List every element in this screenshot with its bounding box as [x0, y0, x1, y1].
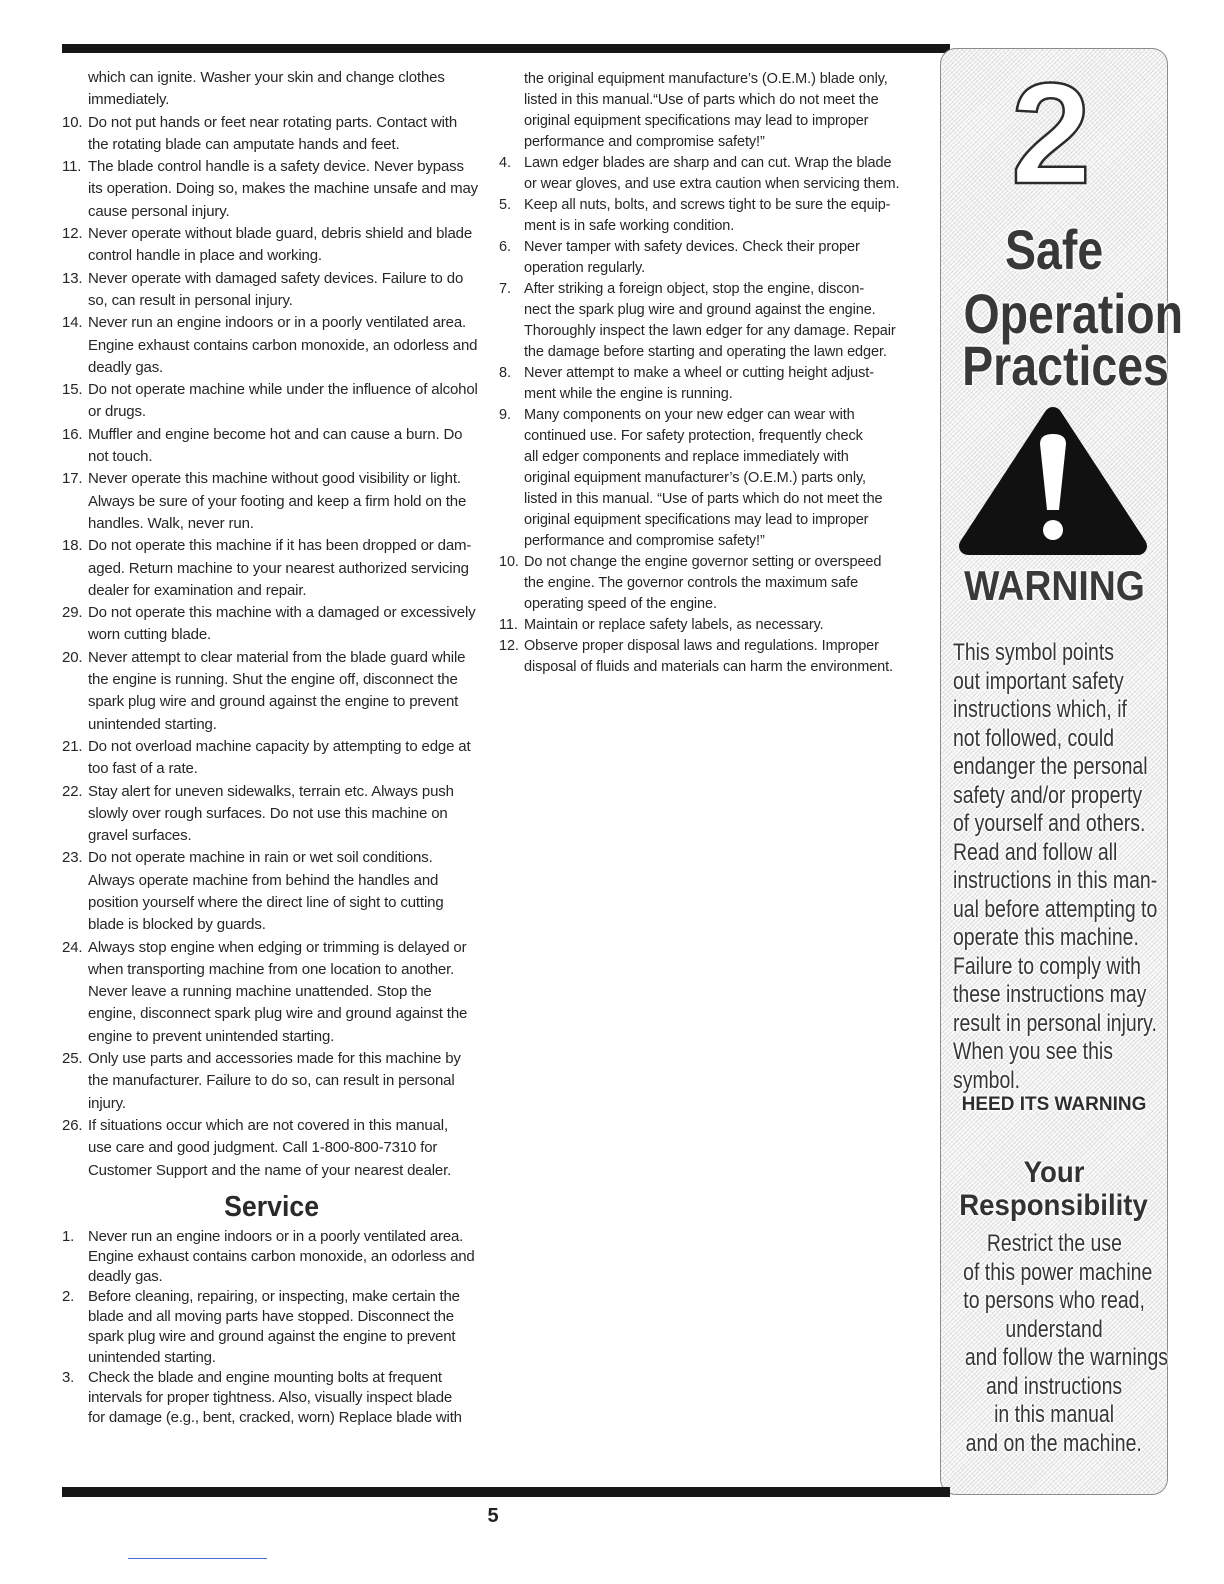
service-heading — [62, 1193, 482, 1222]
item-text-line: ment is in safe working condition. — [524, 217, 735, 234]
responsibility-text-line-row — [941, 1316, 1167, 1345]
list-item — [62, 602, 487, 647]
warning-text-line: Failure to comply with — [953, 952, 1141, 980]
list-item — [62, 647, 487, 736]
item-text-line: listed in this manual.“Use of parts which do not meet the — [524, 91, 879, 108]
list-item — [62, 424, 487, 469]
item-text-line: slowly over rough surfaces. Do not use this machine on — [88, 804, 448, 822]
list-item — [62, 312, 487, 379]
item-text-line: Engine exhaust contains carbon monoxide, an odorless and — [88, 336, 478, 354]
item-number: 2. — [62, 1288, 75, 1306]
item-number: 12. — [499, 637, 519, 654]
item-number: 20. — [62, 648, 83, 666]
item-number: 14. — [62, 314, 83, 332]
warning-text-line-row — [953, 753, 1167, 782]
list-item — [62, 1048, 487, 1115]
item-text-line: ment while the engine is running. — [524, 385, 733, 402]
list-item — [62, 781, 487, 848]
item-text-line: the original equipment manufacture’s (O.E.M.) blade only, — [524, 70, 888, 87]
responsibility-text-line: in this manual — [994, 1401, 1114, 1428]
item-number: 3. — [62, 1368, 75, 1386]
warning-text-line: symbol. — [953, 1066, 1020, 1094]
scan-artifact-line — [128, 1558, 267, 1559]
item-text-line: blade and all moving parts have stopped. Disconnect the — [88, 1308, 454, 1326]
item-number: 18. — [62, 537, 83, 555]
item-text-line: Thoroughly inspect the lawn edger for any damage. Repair — [524, 322, 896, 339]
list-item — [62, 223, 487, 268]
list-item — [62, 112, 487, 157]
list-item — [499, 153, 914, 195]
item-number: 10. — [499, 553, 519, 570]
responsibility-title-line — [941, 1191, 1167, 1221]
list-item — [499, 237, 914, 279]
item-text-line: Never attempt to clear material from the blade guard while — [88, 648, 466, 666]
item-text-line: Keep all nuts, bolts, and screws tight to be sure the equip- — [524, 196, 891, 213]
responsibility-explanation — [941, 1230, 1167, 1458]
item-text-line: spark plug wire and ground against the engine to prevent — [88, 693, 459, 711]
item-text-line: control handle in place and working. — [88, 247, 322, 265]
item-text-line: Never run an engine indoors or in a poorly ventilated area. — [88, 1228, 464, 1245]
item-text-line: operating speed of the engine. — [524, 595, 717, 612]
item-number: 22. — [62, 782, 83, 800]
item-text-line: too fast of a rate. — [88, 760, 198, 778]
service-rules-list — [62, 1227, 487, 1428]
item-text-line: Before cleaning, repairing, or inspecting, make certain the — [88, 1288, 460, 1306]
responsibility-text-line: and on the machine. — [965, 1429, 1143, 1457]
item-text-line: Only use parts and accessories made for this machine by — [88, 1050, 461, 1068]
item-text-line: performance and compromise safety!” — [524, 532, 765, 549]
responsibility-text-line-row — [941, 1287, 1167, 1316]
item-text-line: handles. Walk, never run. — [88, 514, 254, 532]
list-item — [62, 1115, 487, 1182]
item-text-line: Do not change the engine governor setting or overspeed — [524, 553, 882, 570]
list-item — [499, 405, 914, 552]
chapter-number-text: 2 — [1010, 53, 1092, 214]
warning-text-line: these instructions may — [953, 981, 1147, 1008]
item-text-line: cause personal injury. — [88, 202, 230, 220]
item-number: 9. — [499, 406, 511, 423]
responsibility-text-line-row — [941, 1373, 1167, 1402]
item-text-line: or drugs. — [88, 403, 146, 421]
item-number: 12. — [62, 225, 83, 243]
item-text-line: The blade control handle is a safety device. Never bypass — [88, 158, 464, 176]
warning-text-line: endanger the personal — [953, 753, 1148, 780]
item-text-line: Engine exhaust contains carbon monoxide, an odorless and — [88, 1248, 475, 1266]
warning-text-line-row — [953, 782, 1167, 811]
item-text-line: aged. Return machine to your nearest authorized servicing — [88, 559, 469, 577]
item-text-line: worn cutting blade. — [88, 626, 212, 644]
warning-text-line: out important safety — [953, 667, 1124, 695]
service-rules-continued-list — [499, 69, 914, 678]
item-number: 17. — [62, 470, 83, 488]
item-number: 23. — [62, 849, 83, 867]
warning-text-line-row — [953, 867, 1167, 896]
heed-warning-label: HEED ITS WARNING — [961, 1093, 1147, 1115]
item-text-line: Always be sure of your footing and keep a firm hold on the — [88, 492, 467, 510]
list-item — [62, 1227, 487, 1287]
responsibility-title-line — [941, 1158, 1167, 1188]
item-number: 11. — [499, 616, 518, 633]
item-text-line: Never operate with damaged safety devices. Failure to do — [88, 269, 464, 287]
warning-text-line: instructions in this man- — [953, 867, 1158, 894]
item-text-line: Muffler and engine become hot and can cause a burn. Do — [88, 425, 463, 443]
responsibility-text-line: understand — [1005, 1315, 1103, 1343]
item-number: 21. — [62, 737, 83, 755]
item-text-line: Do not operate machine in rain or wet soil conditions. — [88, 849, 433, 867]
list-item — [62, 535, 487, 602]
item-number: 6. — [499, 238, 511, 255]
warning-text-line-row — [953, 981, 1167, 1010]
item-number: 5. — [499, 196, 511, 213]
item-text-line: its operation. Doing so, makes the machine unsafe and may — [88, 180, 479, 198]
item-text-line: the manufacturer. Failure to do so, can result in personal — [88, 1072, 455, 1090]
item-text-line: After striking a foreign object, stop the engine, discon- — [524, 280, 865, 297]
item-text-line: Never tamper with safety devices. Check their proper — [524, 238, 860, 255]
item-text-line: immediately. — [88, 91, 170, 109]
warning-text-line: of yourself and others. — [953, 810, 1146, 837]
warning-text-line: operate this machine. — [953, 924, 1139, 951]
item-text-line: Never operate this machine without good visibility or light. — [88, 470, 461, 488]
item-text-line: If situations occur which are not covered in this manual, — [88, 1116, 448, 1134]
warning-explanation — [953, 639, 1167, 1095]
warning-label-text: WARNING — [963, 561, 1145, 609]
warning-text-line: safety and/or property — [953, 781, 1143, 809]
safety-rules-list — [62, 67, 487, 1182]
responsibility-text-line-row — [941, 1259, 1167, 1288]
item-text-line: the engine. The governor controls the maximum safe — [524, 574, 859, 591]
item-number: 29. — [62, 604, 83, 622]
list-item — [499, 363, 914, 405]
item-text-line: for damage (e.g., bent, cracked, worn) Replace blade with — [88, 1408, 462, 1426]
item-number: 16. — [62, 425, 83, 443]
item-text-line: unintended starting. — [88, 1348, 216, 1366]
item-text-line: or wear gloves, and use extra caution when servicing them. — [524, 175, 900, 192]
list-item — [62, 379, 487, 424]
item-number: 7. — [499, 280, 511, 297]
warning-text-line-row — [953, 896, 1167, 925]
top-rule — [62, 44, 950, 53]
list-item — [499, 279, 914, 363]
list-item — [62, 847, 487, 936]
warning-text-line: ual before attempting to — [953, 895, 1158, 923]
warning-text-line: result in personal injury. — [953, 1009, 1157, 1037]
item-text-line: injury. — [88, 1094, 126, 1112]
item-text-line: when transporting machine from one location to another. — [88, 960, 455, 978]
warning-text-line-row — [953, 1067, 1167, 1096]
responsibility-text-line-row — [941, 1230, 1167, 1259]
item-text-line: the rotating blade can amputate hands and feet. — [88, 135, 400, 153]
item-text-line: not touch. — [88, 448, 153, 466]
list-item — [499, 69, 914, 153]
list-item — [499, 615, 914, 636]
responsibility-text-line-row — [941, 1344, 1167, 1373]
list-item — [499, 636, 914, 678]
responsibility-text-line: Restrict the use — [986, 1230, 1122, 1257]
item-text-line: intervals for proper tightness. Also, visually inspect blade — [88, 1388, 453, 1406]
list-item — [62, 468, 487, 535]
list-item — [499, 195, 914, 237]
list-item — [62, 1287, 487, 1367]
item-number: 25. — [62, 1050, 83, 1068]
item-number: 4. — [499, 154, 511, 171]
warning-text-line: Read and follow all — [953, 838, 1118, 866]
item-text-line: deadly gas. — [88, 358, 164, 376]
item-text-line: original equipment specifications may lead to improper — [524, 112, 869, 129]
item-text-line: Do not operate machine while under the influence of alcohol — [88, 381, 478, 399]
item-number: 13. — [62, 269, 83, 287]
chapter-title-safe: Safe — [1004, 217, 1104, 281]
list-item — [62, 156, 487, 223]
list-item — [62, 1368, 487, 1428]
item-number: 15. — [62, 381, 83, 399]
item-number: 10. — [62, 113, 83, 131]
item-text-line: the damage before starting and operating the lawn edger. — [524, 343, 887, 360]
warning-text-line-row — [953, 810, 1167, 839]
item-text-line: disposal of fluids and materials can harm the environment. — [524, 658, 893, 675]
item-text-line: original equipment specifications may lead to improper — [524, 511, 869, 528]
chapter-title-operation: Operation — [963, 281, 1183, 345]
item-number: 1. — [62, 1228, 75, 1245]
item-text-line: deadly gas. — [88, 1268, 163, 1286]
bottom-rule — [62, 1487, 950, 1497]
warning-triangle-icon — [958, 406, 1148, 556]
item-number: 26. — [62, 1116, 83, 1134]
item-text-line: nect the spark plug wire and ground against the engine. — [524, 301, 876, 318]
warning-text-line: instructions which, if — [953, 696, 1127, 723]
item-text-line: Customer Support and the name of your nearest dealer. — [88, 1161, 452, 1179]
item-text-line: Check the blade and engine mounting bolts at frequent — [88, 1368, 442, 1386]
list-item — [499, 552, 914, 615]
item-text-line: Never attempt to make a wheel or cutting height adjust- — [524, 364, 874, 381]
item-text-line: engine to prevent unintended starting. — [88, 1027, 335, 1045]
warning-text-line: When you see this — [953, 1038, 1113, 1065]
list-item — [62, 67, 487, 112]
item-text-line: operation regularly. — [524, 259, 646, 276]
responsibility-text-line: to persons who read, — [963, 1287, 1145, 1314]
item-text-line: engine, disconnect spark plug wire and ground against the — [88, 1005, 468, 1023]
warning-text-line-row — [953, 1010, 1167, 1039]
item-number: 8. — [499, 364, 511, 381]
responsibility-title-responsibility: Responsibility — [959, 1189, 1149, 1223]
item-text-line: which can ignite. Washer your skin and change clothes — [88, 69, 445, 86]
item-text-line: blade is blocked by guards. — [88, 916, 266, 934]
item-text-line: use care and good judgment. Call 1-800-800-7310 for — [88, 1139, 438, 1157]
warning-text-line-row — [953, 725, 1167, 754]
item-text-line: Do not put hands or feet near rotating parts. Contact with — [88, 113, 458, 131]
warning-text-line: This symbol points — [953, 639, 1114, 666]
item-text-line: performance and compromise safety!” — [524, 133, 765, 150]
item-number: 11. — [62, 158, 82, 176]
item-text-line: gravel surfaces. — [88, 827, 192, 845]
warning-label — [941, 561, 1167, 609]
item-text-line: so, can result in personal injury. — [88, 291, 293, 309]
responsibility-text-line-row — [941, 1430, 1167, 1459]
item-text-line: Do not operate this machine if it has been dropped or dam- — [88, 537, 472, 555]
item-text-line: Lawn edger blades are sharp and can cut. Wrap the blade — [524, 154, 892, 171]
item-text-line: dealer for examination and repair. — [88, 581, 307, 599]
warning-text-line-row — [953, 668, 1167, 697]
list-item — [62, 268, 487, 313]
chapter-number — [996, 53, 1106, 214]
responsibility-title-your: Your — [1023, 1156, 1085, 1190]
chapter-title-line — [941, 217, 1167, 281]
warning-text-line-row — [953, 1038, 1167, 1067]
list-item — [62, 937, 487, 1048]
responsibility-text-line: and instructions — [985, 1372, 1123, 1400]
page-number: 5 — [487, 1505, 499, 1527]
warning-text-line-row — [953, 953, 1167, 982]
service-heading-text: Service — [224, 1191, 320, 1223]
chapter-title-line — [941, 333, 1169, 397]
item-text-line: Always stop engine when edging or trimming is delayed or — [88, 938, 467, 956]
responsibility-text-line: and follow the warnings — [964, 1344, 1168, 1371]
item-text-line: Stay alert for uneven sidewalks, terrain etc. Always push — [88, 782, 454, 800]
item-text-line: the engine is running. Shut the engine off, disconnect the — [88, 671, 458, 689]
warning-text-line: not followed, could — [953, 724, 1115, 752]
item-text-line: original equipment manufacturer’s (O.E.M.) parts only, — [524, 469, 866, 486]
item-text-line: Always operate machine from behind the handles and — [88, 871, 439, 889]
chapter-sidebar — [940, 48, 1183, 1495]
item-text-line: Do not overload machine capacity by attempting to edge at — [88, 737, 471, 755]
warning-text-line-row — [953, 696, 1167, 725]
list-item — [62, 736, 487, 781]
item-text-line: all edger components and replace immediately with — [524, 448, 849, 465]
item-text-line: Never leave a running machine unattended. Stop the — [88, 983, 432, 1001]
item-text-line: Never run an engine indoors or in a poorly ventilated area. — [88, 314, 467, 332]
item-text-line: Many components on your new edger can wear with — [524, 406, 855, 423]
item-text-line: continued use. For safety protection, frequently check — [524, 427, 863, 444]
warning-text-line-row — [953, 839, 1167, 868]
warning-text-line-row — [953, 924, 1167, 953]
item-text-line: spark plug wire and ground against the engine to prevent — [88, 1328, 456, 1346]
item-text-line: Do not operate this machine with a damaged or excessively — [88, 604, 476, 622]
item-text-line: position yourself where the direct line of sight to cutting — [88, 893, 444, 911]
item-text-line: Observe proper disposal laws and regulations. Improper — [524, 637, 879, 654]
item-text-line: Never operate without blade guard, debris shield and blade — [88, 225, 473, 243]
warning-text-line-row — [953, 639, 1167, 668]
item-text-line: listed in this manual. “Use of parts which do not meet the — [524, 490, 883, 507]
item-number: 24. — [62, 938, 83, 956]
responsibility-text-line-row — [941, 1401, 1167, 1430]
item-text-line: Maintain or replace safety labels, as necessary. — [524, 616, 824, 633]
item-text-line: unintended starting. — [88, 715, 217, 733]
chapter-title-practices: Practices — [962, 333, 1169, 397]
responsibility-text-line: of this power machine — [963, 1258, 1153, 1286]
